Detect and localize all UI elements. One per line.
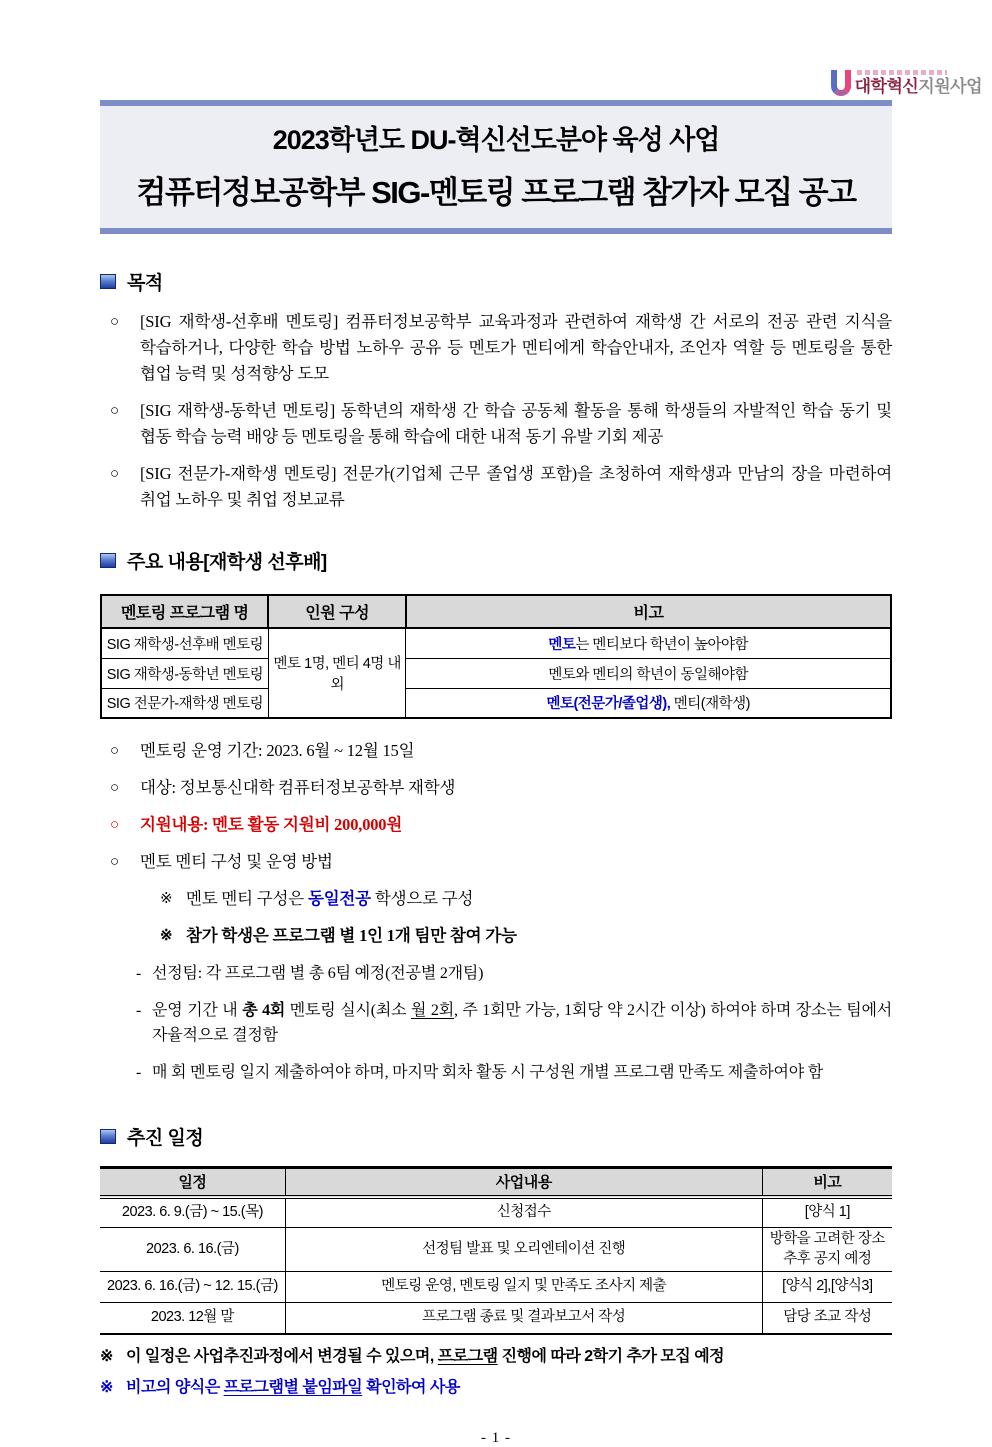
- note-cell: 멘토와 멘티의 학년이 동일해야함: [406, 658, 891, 688]
- table-header-row: [100, 1168, 892, 1197]
- footnote-schedule-change: ※ 이 일정은 사업추진과정에서 변경될 수 있으며, 프로그램 진행에 따라 2학기 추가 모집 예정: [100, 1345, 892, 1369]
- col-header-activity: 사업내용: [285, 1168, 762, 1197]
- date-cell: 2023. 12월 말: [100, 1303, 285, 1334]
- content-bullet-list: [100, 739, 892, 1085]
- section-square-icon: [100, 1129, 116, 1144]
- dash-item-sessions: - 운영 기간 내 총 4회 멘토링 실시(최소 월 2회, 주 1회만 가능, 1회당 약 2시간 이상) 하여야 하며 장소는 팀에서 자율적으로 결정함: [100, 998, 892, 1048]
- circle-bullet: ○: [110, 817, 120, 833]
- table-row: [100, 1197, 892, 1228]
- col-header-date: 일정: [100, 1168, 285, 1197]
- schedule-table: [100, 1166, 892, 1335]
- logo-u-icon: [831, 70, 851, 96]
- date-cell: 2023. 6. 16.(금): [100, 1228, 285, 1272]
- dash-bullet: -: [136, 1002, 142, 1019]
- page-number: - 1 -: [481, 1429, 511, 1446]
- section-heading-purpose: [100, 268, 892, 295]
- table-row: [101, 688, 891, 718]
- section-heading-schedule: [100, 1123, 892, 1150]
- logo-name-light: 지원사업: [918, 77, 982, 96]
- activity-cell: 신청접수: [285, 1197, 762, 1228]
- activity-cell: 선정팀 발표 및 오리엔테이션 진행: [285, 1228, 762, 1272]
- note-cell: 방학을 고려한 장소 추후 공지 예정: [762, 1228, 892, 1272]
- circle-bullet: ○: [110, 780, 120, 796]
- title-banner: [100, 100, 892, 234]
- col-header-note: 비고: [762, 1168, 892, 1197]
- circle-bullet: ○: [110, 466, 120, 482]
- circle-bullet: ○: [110, 403, 120, 419]
- university-innovation-logo: [831, 70, 982, 96]
- col-header-program: 멘토링 프로그램 명: [101, 595, 268, 628]
- program-cell: SIG 전문가-재학생 멘토링: [101, 688, 268, 718]
- note-cell: 담당 조교 작성: [762, 1303, 892, 1334]
- section-heading-content: [100, 547, 892, 574]
- program-table: [100, 594, 892, 719]
- col-header-note: 비고: [406, 595, 891, 628]
- table-row: [100, 1228, 892, 1272]
- table-row: [100, 1272, 892, 1303]
- purpose-item: ○ [SIG 전문가-재학생 멘토링] 전문가(기업체 근무 졸업생 포함)을 초청하여 재학생과 만남의 장을 마련하여 취업 노하우 및 취업 정보교류: [100, 461, 892, 513]
- col-header-members: 인원 구성: [268, 595, 405, 628]
- logo-name: [855, 78, 982, 95]
- bullet-period: ○ 멘토링 운영 기간: 2023. 6월 ~ 12월 15일: [100, 739, 892, 763]
- activity-cell: 프로그램 종료 및 결과보고서 작성: [285, 1303, 762, 1334]
- dash-item-teams: - 선정팀: 각 프로그램 별 총 6팀 예정(전공별 2개팀): [100, 961, 892, 986]
- bullet-support: ○ 지원내용: 멘토 활동 지원비 200,000원: [100, 813, 892, 837]
- table-header-row: [101, 595, 891, 628]
- circle-bullet: ○: [110, 743, 120, 759]
- purpose-item: ○ [SIG 재학생-선후배 멘토링] 컴퓨터정보공학부 교육과정과 관련하여 재학생 간 서로의 전공 관련 지식을 학습하거나, 다양한 학습 방법 노하우 공유 등 멘토가 멘티에게 학습안내자, 조언자 역할 등 멘토링을 통한 협업 능력 및 성적향상 도모: [100, 309, 892, 387]
- title-line-2: 컴퓨터정보공학부 SIG-멘토링 프로그램 참가자 모집 공고: [136, 175, 856, 210]
- section-title: 목적: [127, 273, 163, 294]
- note-cell: [양식 1]: [762, 1197, 892, 1228]
- bullet-method: ○ 멘토 멘티 구성 및 운영 방법: [100, 850, 892, 874]
- section-square-icon: [100, 274, 116, 289]
- circle-bullet: ○: [110, 854, 120, 870]
- note-cell: 멘토는 멘티보다 학년이 높아야함: [406, 628, 891, 658]
- members-merged-cell: 멘토 1명, 멘티 4명 내외: [268, 628, 405, 718]
- note-cell: [양식 2],[양식3]: [762, 1272, 892, 1303]
- reference-mark: ※: [100, 1378, 113, 1396]
- table-row: [101, 658, 891, 688]
- circle-bullet: ○: [110, 314, 120, 330]
- purpose-item: ○ [SIG 재학생-동학년 멘토링] 동학년의 재학생 간 학습 공동체 활동을 통해 학생들의 자발적인 학습 동기 및 협동 학습 능력 배양 등 멘토링을 통해 학습에 대한 내적 동기 유발 기회 제공: [100, 398, 892, 450]
- activity-cell: 멘토링 운영, 멘토링 일지 및 만족도 조사지 제출: [285, 1272, 762, 1303]
- bullet-target: ○ 대상: 정보통신대학 컴퓨터정보공학부 재학생: [100, 776, 892, 800]
- ref-note-participation: ※ 참가 학생은 프로그램 별 1인 1개 팀만 참여 가능: [100, 924, 892, 948]
- table-row: [100, 1303, 892, 1334]
- schedule-footnotes: [100, 1345, 892, 1400]
- title-line-1: 2023학년도 DU-혁신선도분야 육성 사업: [272, 125, 720, 155]
- reference-mark: ※: [100, 1347, 113, 1365]
- section-title: 추진 일정: [127, 1128, 204, 1149]
- logo-name-strong: 대학혁신: [854, 77, 919, 96]
- ref-note-composition: ※ 멘토 멘티 구성은 동일전공 학생으로 구성: [100, 887, 892, 911]
- section-title: 주요 내용[재학생 선후배]: [127, 552, 327, 573]
- reference-mark: ※: [160, 891, 173, 907]
- logo-row: [0, 0, 992, 100]
- table-row: [101, 628, 891, 658]
- logo-tagline-decoration: [857, 70, 947, 75]
- reference-mark: ※: [160, 928, 173, 944]
- program-cell: SIG 재학생-동학년 멘토링: [101, 658, 268, 688]
- footnote-form-usage: ※ 비고의 양식은 프로그램별 붙임파일 확인하여 사용: [100, 1376, 892, 1400]
- section-square-icon: [100, 553, 116, 568]
- note-cell: 멘토(전문가/졸업생), 멘티(재학생): [406, 688, 891, 718]
- dash-bullet: -: [136, 965, 142, 982]
- date-cell: 2023. 6. 9.(금) ~ 15.(목): [100, 1197, 285, 1228]
- dash-item-journal: - 매 회 멘토링 일지 제출하여야 하며, 마지막 회차 활동 시 구성원 개별 프로그램 만족도 제출하여야 함: [100, 1060, 892, 1085]
- date-cell: 2023. 6. 16.(금) ~ 12. 15.(금): [100, 1272, 285, 1303]
- dash-bullet: -: [136, 1064, 142, 1081]
- purpose-list: [100, 309, 892, 513]
- program-cell: SIG 재학생-선후배 멘토링: [101, 628, 268, 658]
